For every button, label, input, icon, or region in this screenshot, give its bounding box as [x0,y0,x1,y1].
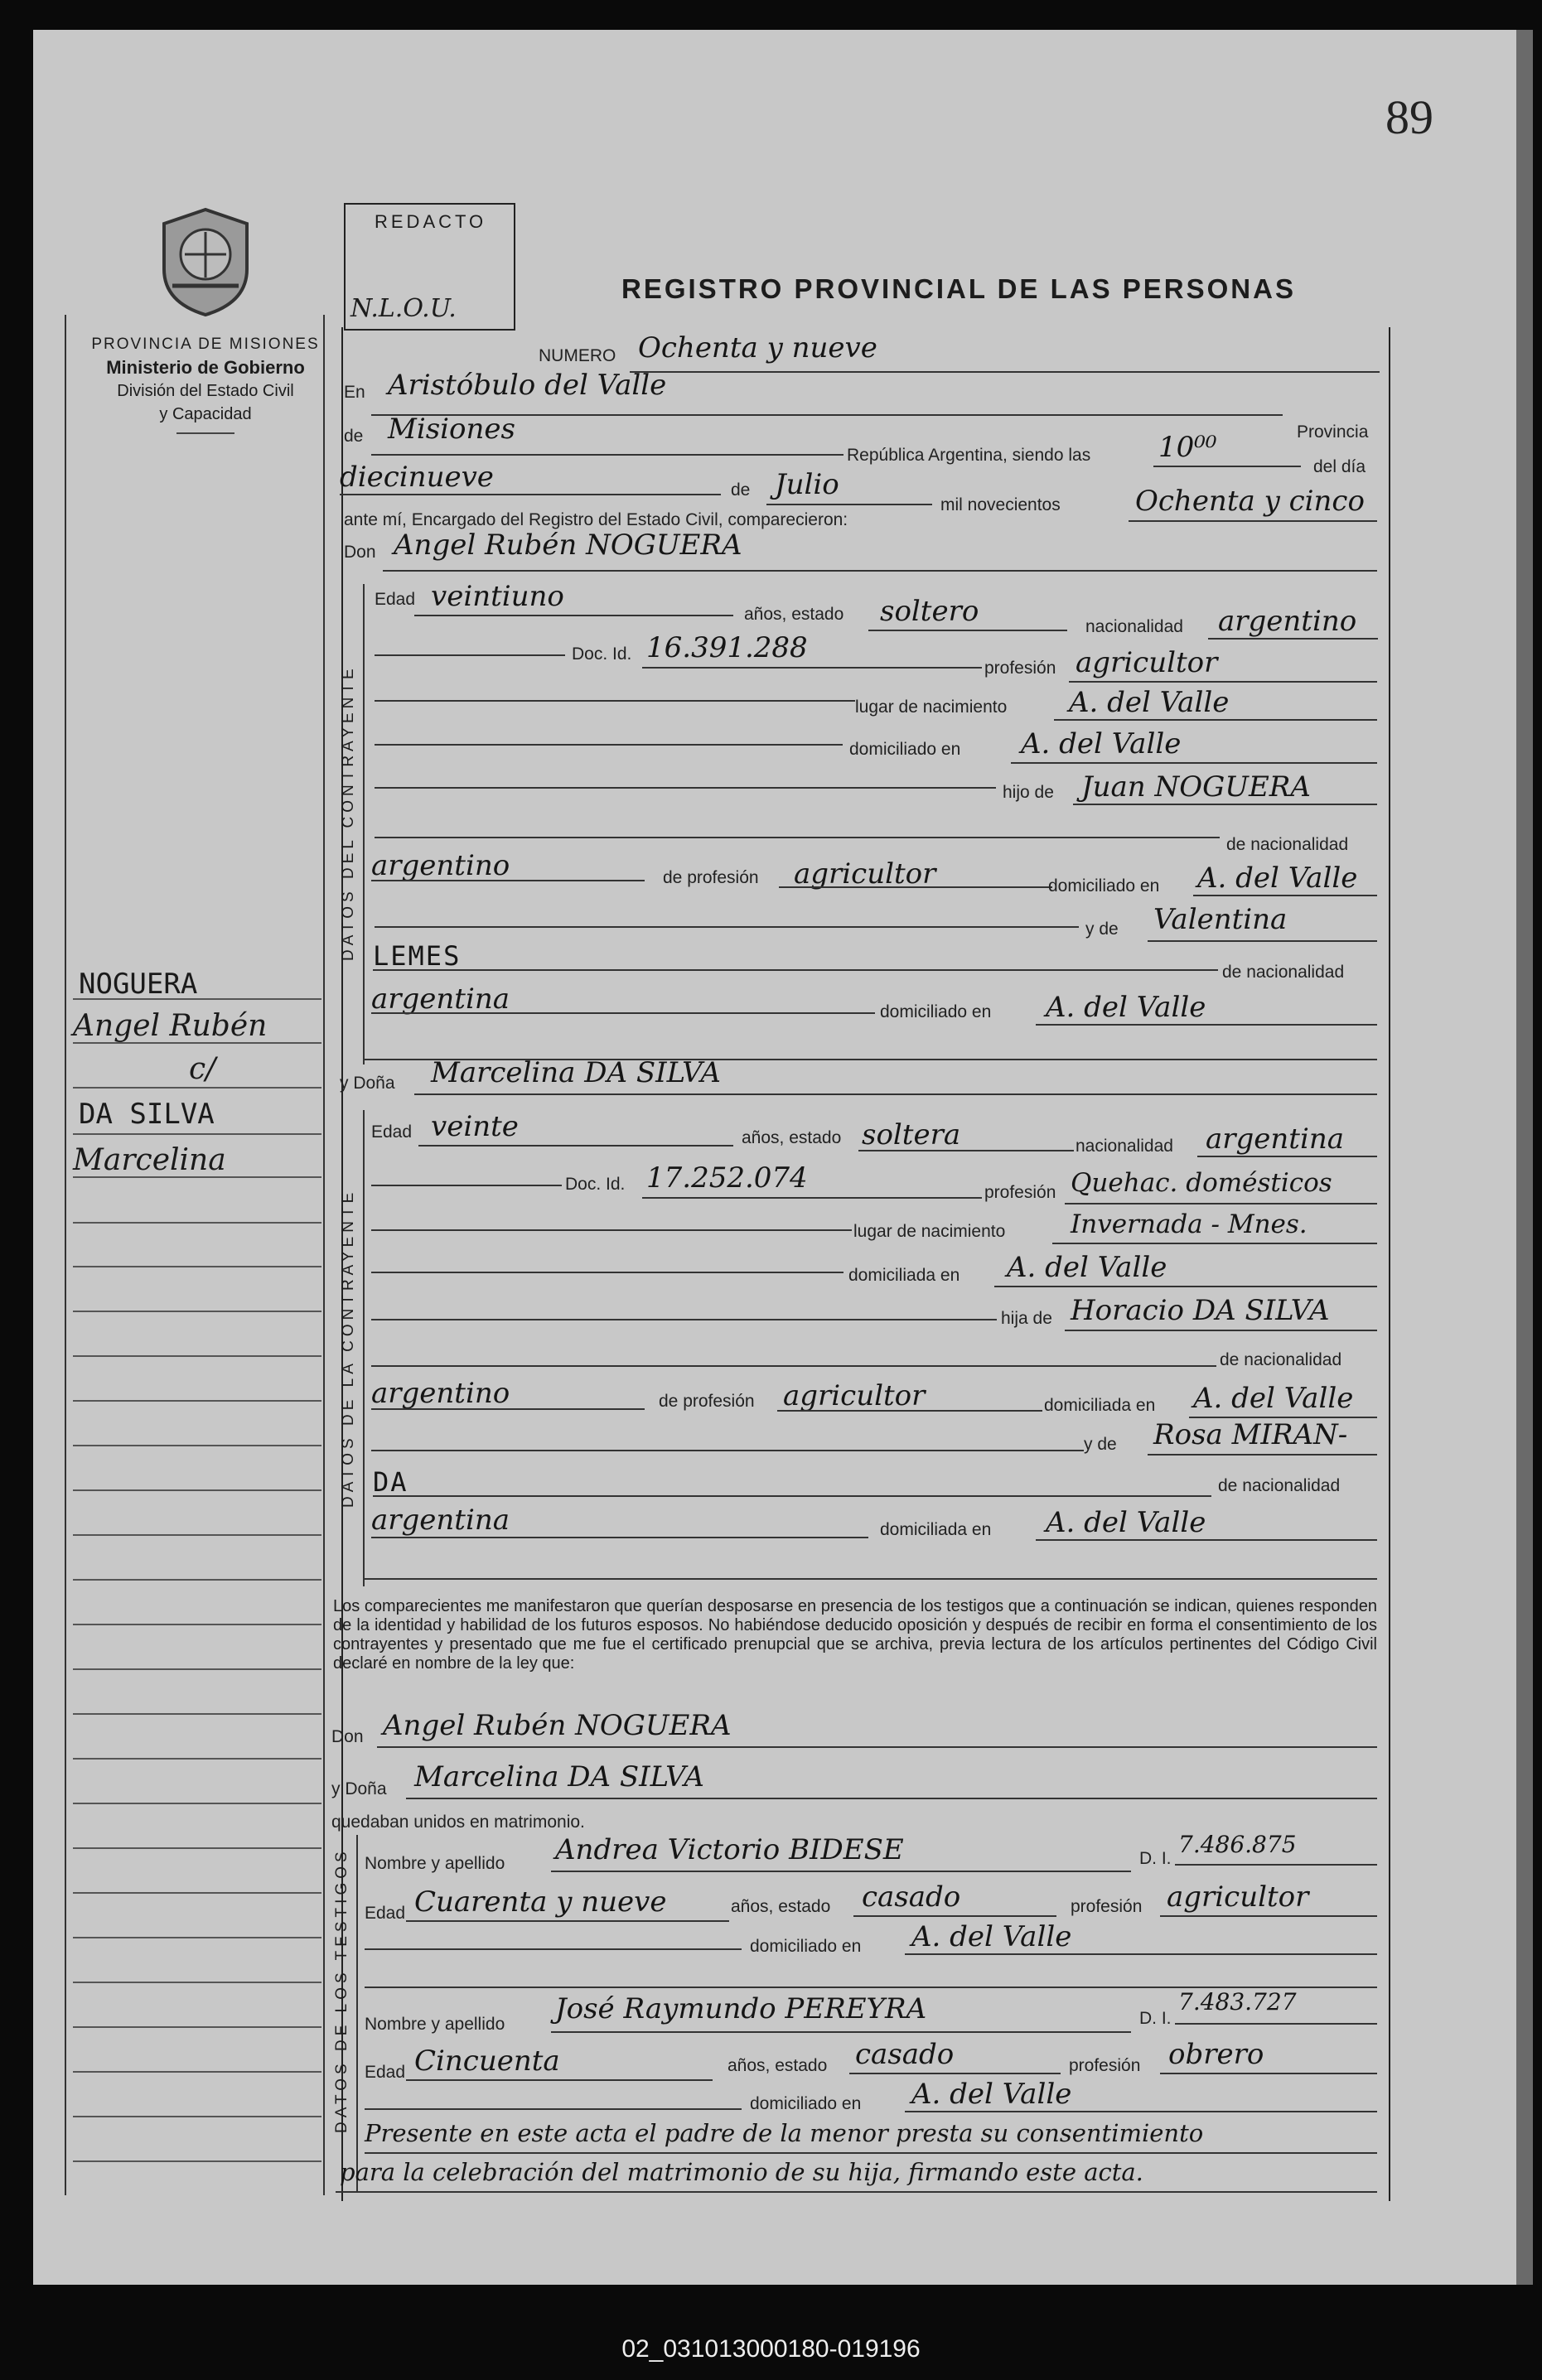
field-line [371,1537,868,1538]
margin-rule [73,1311,321,1312]
margin-surname-2: DA SILVA [79,1098,215,1131]
margin-surname-1: NOGUERA [79,968,198,1001]
union-don-value: Angel Rubén NOGUERA [383,1709,732,1742]
field-line [1208,638,1378,640]
margin-rule [73,1489,321,1491]
w1-anos-label: años, estado [731,1897,831,1916]
field-line [371,1185,562,1186]
w1-nombre-label: Nombre y apellido [365,1854,505,1873]
field-line [1148,1454,1377,1456]
de-label: de [344,427,364,446]
madre-value: Rosa MIRAN- [1153,1418,1348,1451]
page-number: 89 [1385,90,1433,144]
dom-label: domiciliada en [848,1266,960,1285]
field-line [1069,681,1377,683]
field-line [766,504,932,505]
field-line [1036,1024,1377,1026]
field-line [994,1286,1377,1287]
field-line [336,2191,1377,2193]
w1-dom-value: A. del Valle [911,1920,1072,1953]
section-bar [356,1835,358,2191]
field-line [371,1272,844,1273]
field-line [406,2079,713,2081]
edad-label: Edad [375,590,416,609]
en-label: En [344,383,365,402]
dona-value: Marcelina DA SILVA [431,1056,721,1089]
anos-label: años, estado [744,605,844,624]
nac-value: argentina [1206,1122,1345,1156]
field-line [371,1408,645,1410]
de-nac2-label: de nacionalidad [1218,1476,1341,1495]
margin-rule [73,1892,321,1894]
quedaban-text: quedaban unidos en matrimonio. [331,1813,585,1832]
margin-rule [73,1624,321,1625]
dom3-label: domiciliada en [880,1520,992,1539]
field-line [1153,466,1301,467]
madre-nac-value: argentina [371,982,510,1016]
w2-prof-value: obrero [1168,2038,1264,2071]
field-line [1175,1864,1377,1866]
provincial-seal-icon [156,203,255,319]
madre-dom-value: A. del Valle [1046,991,1206,1024]
dom2-label: domiciliado en [1048,876,1160,896]
redacto-initials: N.L.O.U. [350,294,457,323]
field-line [1036,1539,1377,1541]
union-don-label: Don [331,1727,364,1746]
field-line [1052,1243,1377,1244]
margin-rule [73,998,321,1000]
margin-given-2: Marcelina [73,1143,226,1177]
margin-rule [73,1133,321,1135]
field-line [365,1948,742,1950]
margin-given-1: Angel Rubén [73,1009,268,1043]
w1-di-label: D. I. [1139,1849,1172,1868]
field-line [905,2111,1377,2112]
field-line [1065,1330,1377,1331]
redacto-label: REDACTO [375,211,487,232]
field-line [371,1229,852,1231]
w2-estado-value: casado [855,2038,955,2071]
section-bar [363,584,365,1064]
field-line [375,787,996,789]
prof-value: agricultor [1076,646,1218,679]
margin-rule [73,1937,321,1938]
field-line [383,570,1377,572]
edad-value: veintiuno [431,580,564,613]
hora-value: 10⁰⁰ [1158,431,1217,464]
field-line [377,1746,1377,1748]
w2-dom-label: domiciliado en [750,2094,862,2113]
union-dona-value: Marcelina DA SILVA [414,1760,704,1793]
field-line [1175,2023,1377,2025]
don-label: Don [344,543,376,562]
madre-value-2: LEMES [373,940,462,972]
margin-rule [73,1445,321,1446]
note-line-2: para la celebración del matrimonio de su hija, firmando este acta. [340,2158,1143,2186]
w1-dom-label: domiciliado en [750,1937,862,1956]
field-line [414,615,733,616]
margin-rule [73,1042,321,1044]
madre-nac-value: argentina [371,1504,510,1537]
lugar-label: lugar de nacimiento [855,698,1008,717]
anos-label: años, estado [742,1128,842,1147]
dona-label: y Doña [340,1074,395,1093]
prof-label: profesión [984,1183,1056,1202]
padre-nac-value: argentino [371,849,510,882]
provincia-label: Provincia [1297,422,1369,442]
field-line [375,837,1220,838]
footer-file-id: 02_031013000180-019196 [621,2335,921,2363]
field-line [406,1920,729,1922]
padre-dom-value: A. del Valle [1193,1382,1354,1415]
dom-value: A. del Valle [1007,1251,1167,1284]
field-line [1148,940,1377,942]
page-edge-shadow [1516,30,1533,2285]
mil-label: mil novecientos [940,495,1061,514]
y-de-label: y de [1085,920,1119,939]
document-title: REGISTRO PROVINCIAL DE LAS PERSONAS [621,273,1296,304]
margin-rule [73,1266,321,1267]
field-line [414,1093,1377,1095]
field-line [1011,762,1377,764]
dom3-label: domiciliado en [880,1002,992,1021]
margin-rule [73,1176,321,1178]
ministry-label: Ministerio de Gobierno [106,357,305,378]
margin-rule [73,1847,321,1849]
w2-edad-value: Cincuenta [414,2044,560,2078]
nac-label: nacionalidad [1076,1137,1173,1156]
de-nac-label: de nacionalidad [1226,835,1349,854]
de-prof-label: de profesión [663,868,759,887]
margin-rule [73,2071,321,2073]
section-label-witnesses: DATOS DE LOS TESTIGOS [333,1847,350,2133]
doc-value: 16.391.288 [646,631,808,664]
margin-rule [73,2160,321,2162]
dom-label: domiciliado en [849,740,961,759]
field-line [371,880,645,881]
padre-prof-value: agricultor [794,857,936,891]
w1-edad-value: Cuarenta y nueve [414,1885,667,1919]
margin-rule [73,1803,321,1804]
edad-value: veinte [431,1110,519,1143]
note-line-1: Presente en este acta el padre de la menor presta su consentimiento [365,2119,1204,2147]
redacto-box [344,203,515,331]
division-label: División del Estado Civil [117,382,294,400]
field-line [371,1012,875,1014]
margin-connector: c/ [189,1052,216,1086]
field-line [373,1495,1211,1497]
field-line [375,744,843,746]
field-line [1197,1156,1377,1157]
doc-label: Doc. Id. [572,644,632,664]
republica-label: República Argentina, siendo las [847,446,1091,465]
field-line [371,1450,1084,1451]
de-prof-label: de profesión [659,1392,755,1411]
mes-label: de [731,480,751,500]
province-label: PROVINCIA DE MISIONES [91,336,320,353]
numero-label: NUMERO [539,346,616,365]
field-line [1129,520,1377,522]
w2-di-label: D. I. [1139,2009,1172,2028]
margin-rule [73,2026,321,2028]
del-dia-label: del día [1313,457,1366,476]
union-dona-label: y Doña [331,1779,387,1798]
field-line [371,454,844,456]
anio-value: Ochenta y cinco [1135,485,1365,518]
padre-nac-value: argentino [371,1377,510,1410]
edad-label: Edad [371,1122,413,1142]
field-line [630,371,1380,373]
w2-edad-label: Edad [365,2063,406,2082]
w1-nombre-value: Andrea Victorio BIDESE [555,1833,904,1866]
field-line [1160,2073,1377,2074]
section-bar [363,1110,365,1586]
section-label-groom: DATOS DEL CONTRAYENTE [340,664,357,961]
field-line [1193,895,1377,896]
margin-rule [73,1982,321,1983]
margin-rule [73,2116,321,2117]
field-line [365,2108,742,2110]
nac-value: argentino [1218,605,1357,638]
field-line [373,969,1218,971]
margin-rule [73,1534,321,1536]
doc-value: 17.252.074 [646,1161,808,1195]
en-value: Aristóbulo del Valle [388,369,667,402]
field-line [371,1365,1216,1367]
field-line [365,1578,1377,1580]
field-line [1054,719,1377,721]
w2-nombre-label: Nombre y apellido [365,2015,505,2034]
field-line [905,1953,1377,1955]
field-line [418,1145,733,1147]
field-line [375,926,1079,928]
field-line [1065,1203,1377,1204]
estado-value: soltera [862,1118,961,1151]
field-line [868,630,1067,631]
field-line [551,2031,1131,2033]
de-nac2-label: de nacionalidad [1222,963,1345,982]
w1-estado-value: casado [862,1880,961,1914]
padre-value: Juan NOGUERA [1081,770,1311,804]
lugar-label: lugar de nacimiento [853,1222,1006,1241]
field-line [777,1410,1042,1412]
w1-di-value: 7.486.875 [1178,1831,1297,1858]
w1-prof-value: agricultor [1167,1880,1309,1914]
prof-value: Quehac. domésticos [1071,1168,1332,1198]
lugar-value: Invernada - Mnes. [1071,1209,1308,1239]
dom2-label: domiciliada en [1044,1396,1156,1415]
hija-label: hija de [1001,1309,1052,1328]
de-nac-label: de nacionalidad [1220,1350,1342,1369]
legal-paragraph: Los comparecientes me manifestaron que querían desposarse en presencia de los testigos que a continuación se indican, quienes responden de la identidad y habilidad de los futuros esposos. No habiéndose deducido oposición y después de recibir en forma el consentimiento de los contrayentes y presentado que me fue el certificado prenupcial que se archiva, previa lectura de los artículos pertinentes del Código Civil declaré en nombre de la ley que: [333,1597,1377,1673]
mes-value: Julio [775,468,839,501]
w1-edad-label: Edad [365,1904,406,1923]
margin-rule [73,1087,321,1089]
nac-label: nacionalidad [1085,617,1183,636]
prof-label: profesión [984,659,1056,678]
field-line [779,886,1052,888]
field-line [371,1319,997,1320]
madre-value-2: DA [373,1466,408,1498]
field-line [853,1915,1056,1917]
field-line [365,2152,1377,2154]
w1-prof-label: profesión [1071,1897,1143,1916]
margin-rule [73,1400,321,1402]
hijo-label: hijo de [1003,783,1054,802]
lugar-value: A. del Valle [1069,686,1230,719]
margin-rule [73,1355,321,1357]
padre-dom-value: A. del Valle [1197,862,1358,895]
w2-anos-label: años, estado [727,2056,828,2075]
capacity-label: y Capacidad [159,405,252,423]
margin-rule [73,1668,321,1670]
padre-prof-value: agricultor [783,1379,926,1412]
don-value: Angel Rubén NOGUERA [394,529,742,562]
madre-value: Valentina [1153,903,1288,936]
field-line [406,1798,1377,1799]
section-label-bride: DATOS DE LA CONTRAYENTE [340,1188,357,1508]
y-de-label: y de [1084,1435,1117,1454]
ante-label: ante mí, Encargado del Registro del Estado Civil, comparecieron: [344,510,848,529]
margin-rule [73,1222,321,1224]
field-line [375,700,855,702]
dom-value: A. del Valle [1021,727,1182,760]
madre-dom-value: A. del Valle [1046,1506,1206,1539]
field-line [642,1197,982,1199]
field-line [551,1871,1131,1872]
field-line [1073,804,1377,805]
w2-di-value: 7.483.727 [1178,1988,1297,2016]
de-value: Misiones [388,413,515,446]
field-line [858,1150,1074,1151]
field-line [849,2073,1061,2074]
w2-prof-label: profesión [1069,2056,1141,2075]
field-line [1160,1915,1377,1917]
dia-value: diecinueve [340,461,494,494]
margin-rule [73,1579,321,1581]
margin-column [65,315,325,2195]
w2-nombre-value: José Raymundo PEREYRA [555,1992,927,2025]
margin-rule [73,1758,321,1760]
w2-dom-value: A. del Valle [911,2078,1072,2111]
doc-label: Doc. Id. [565,1175,626,1194]
estado-value: soltero [880,595,979,628]
margin-rule [73,1713,321,1715]
padre-value: Horacio DA SILVA [1071,1294,1330,1327]
field-line [642,667,982,669]
field-line [340,494,721,495]
field-line [375,654,565,656]
numero-value: Ochenta y nueve [638,331,877,364]
